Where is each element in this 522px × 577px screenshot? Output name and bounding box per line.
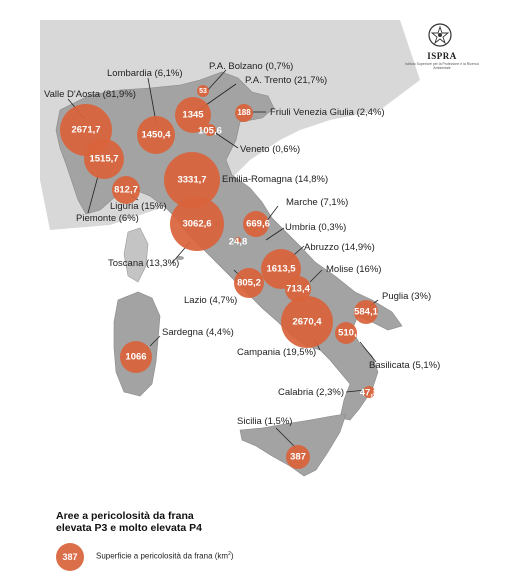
value-calabria: 47,8	[359, 387, 379, 399]
value-valle-daosta: 2671,7	[71, 124, 101, 136]
value-veneto: 105,6	[198, 125, 222, 137]
legend-description-end: )	[230, 551, 234, 561]
value-marche: 669,6	[246, 218, 270, 230]
label-bolzano: P.A. Bolzano (0,7%)	[209, 61, 294, 72]
legend-sample-bubble: 387	[56, 543, 84, 571]
legend	[56, 510, 356, 570]
label-sicilia: Sicilia (1,5%)	[237, 416, 293, 427]
ispra-wordmark: ISPRA	[427, 51, 457, 61]
legend-item	[56, 543, 356, 567]
label-lombardia: Lombardia (6,1%)	[107, 68, 183, 79]
value-fvg: 188	[237, 108, 251, 118]
value-emilia-romagna: 3331,7	[177, 174, 207, 186]
value-abruzzo: 1613,5	[266, 263, 296, 275]
value-toscana: 3062,6	[182, 218, 212, 230]
value-campania: 2670,4	[292, 316, 322, 328]
label-sardegna: Sardegna (4,4%)	[162, 327, 234, 338]
label-veneto: Veneto (0,6%)	[240, 144, 301, 155]
label-piemonte: Piemonte (6%)	[76, 213, 139, 224]
legend-description	[96, 551, 234, 561]
value-lombardia: 1450,4	[141, 129, 171, 141]
label-abruzzo: Abruzzo (14,9%)	[304, 242, 375, 253]
label-basilicata: Basilicata (5,1%)	[369, 360, 441, 371]
value-piemonte: 1515,7	[89, 153, 119, 165]
legend-title: Aree a pericolosità da frana elevata P3 e molto elevata P4	[56, 510, 202, 534]
label-umbria: Umbria (0,3%)	[285, 222, 347, 233]
label-toscana: Toscana (13,3%)	[108, 258, 180, 269]
value-sardegna: 1066	[125, 351, 147, 363]
label-liguria: Liguria (15%)	[110, 201, 167, 212]
italian-republic-emblem-icon	[427, 22, 453, 48]
label-lazio: Lazio (4,7%)	[184, 295, 238, 306]
label-calabria: Calabria (2,3%)	[278, 387, 344, 398]
label-fvg: Friuli Venezia Giulia (2,4%)	[270, 107, 385, 118]
value-sicilia: 387	[290, 451, 306, 463]
label-trento: P.A. Trento (21,7%)	[245, 75, 328, 86]
label-puglia: Puglia (3%)	[382, 291, 432, 302]
ispra-logo	[402, 22, 482, 72]
label-marche: Marche (7,1%)	[286, 197, 349, 208]
ispra-subtitle: Istituto Superiore per la Protezione e la Ricerca Ambientale	[405, 62, 479, 70]
value-bolzano: 53	[199, 87, 207, 95]
label-campania: Campania (19,5%)	[237, 347, 317, 358]
value-liguria: 812,7	[114, 184, 138, 196]
value-trento: 1345	[182, 109, 204, 121]
legend-description-text: Superficie a pericolosità da frana (km	[96, 551, 229, 561]
legend-unit-superscript: 2	[228, 551, 231, 557]
value-umbria: 24,8	[228, 236, 248, 248]
corsica-shape	[124, 228, 148, 282]
value-molise: 713,4	[286, 283, 310, 295]
value-puglia: 584,1	[354, 306, 378, 318]
value-basilicata: 510,3	[338, 327, 362, 339]
label-emilia-romagna: Emilia-Romagna (14,8%)	[222, 174, 329, 185]
label-molise: Molise (16%)	[326, 264, 382, 275]
label-valle-daosta: Valle D'Aosta (81,9%)	[44, 89, 136, 100]
value-lazio: 805,2	[237, 277, 261, 289]
